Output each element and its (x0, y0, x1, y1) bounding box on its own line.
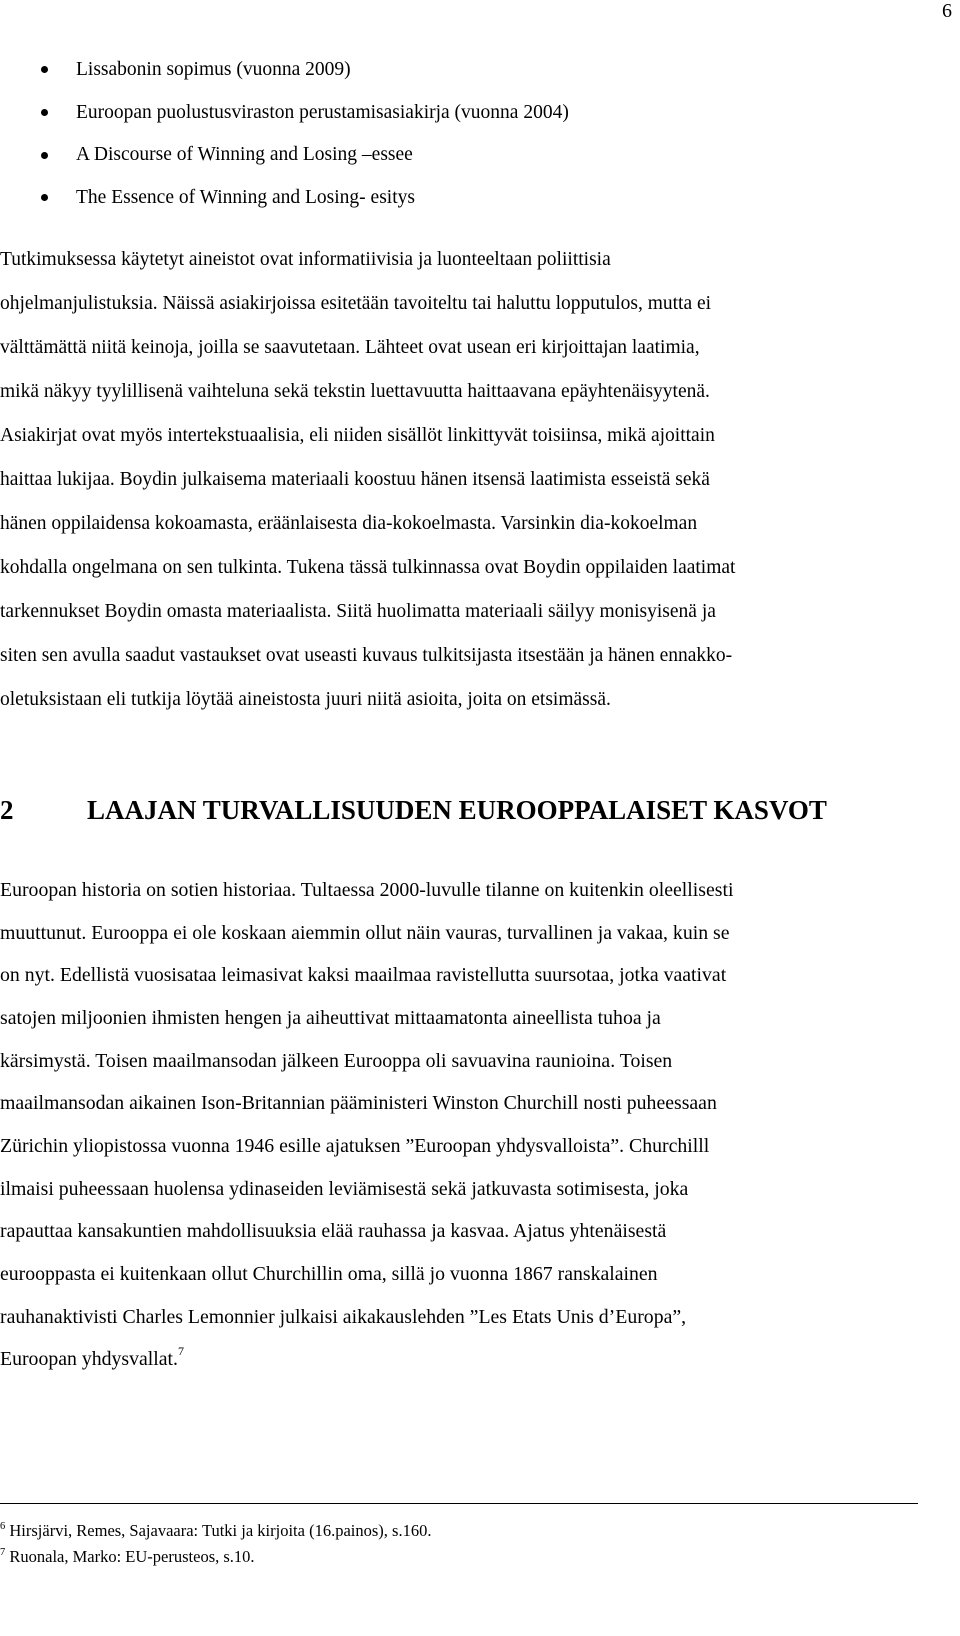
list-item-text: Euroopan puolustusviraston perustamisasiakirja (vuonna 2004) (76, 101, 569, 123)
paragraph-line: mikä näkyy tyylillisenä vaihteluna sekä tekstin luettavuutta haittaavana epäyhtenäisyytenä. (0, 381, 710, 403)
paragraph-line: rauhanaktivisti Charles Lemonnier julkaisi aikakauslehden ”Les Etats Unis d’Europa”, (0, 1305, 687, 1328)
paragraph-line: tarkennukset Boydin omasta materiaalista. Siitä huolimatta materiaali säilyy monisyisenä ja (0, 601, 716, 623)
paragraph-line: Euroopan historia on sotien historiaa. Tultaessa 2000-luvulle tilanne on kuitenkin oleellisesti (0, 879, 734, 901)
paragraph-line: kärsimystä. Toisen maailmansodan jälkeen Eurooppa oli savuavina raunioina. Toisen (0, 1049, 673, 1072)
footnotes (0, 1518, 431, 1570)
paragraph-line: haittaa lukijaa. Boydin julkaisema materiaali koostuu hänen itsensä laatimista esseistä sekä (0, 469, 710, 491)
list-item-text: Lissabonin sopimus (vuonna 2009) (76, 59, 351, 80)
footnote-text: Ruonala, Marko: EU-perusteos, s.10. (5, 1547, 255, 1566)
source-list (0, 49, 569, 220)
footnote-text: Hirsjärvi, Remes, Sajavaara: Tutki ja kirjoita (16.painos), s.160. (5, 1521, 432, 1540)
footnote-mark: 7 (0, 1547, 6, 1558)
paragraph-line: ohjelmanjulistuksia. Näissä asiakirjoissa esitetään tavoiteltu tai haluttu lopputulos, mutta ei (0, 293, 712, 315)
bullet-icon (41, 194, 48, 201)
paragraph-line: Tutkimuksessa käytetyt aineistot ovat informatiivisia ja luonteeltaan poliittisia (0, 249, 611, 270)
paragraph-line: siten sen avulla saadut vastaukset ovat useasti kuvaus tulkitsijasta itsestään ja hänen ennakko- (0, 645, 733, 667)
list-item (0, 49, 569, 92)
paragraph-line: Zürichin yliopistossa vuonna 1946 esille ajatuksen ”Euroopan yhdysvalloista”. Churchilll (0, 1134, 710, 1157)
bullet-icon (41, 66, 48, 73)
paragraph-sources (0, 238, 735, 723)
paragraph-line: oletuksistaan eli tutkija löytää aineistosta juuri niitä asioita, joita on etsimässä. (0, 689, 611, 711)
list-item (0, 177, 569, 220)
paragraph-line: Asiakirjat ovat myös intertekstuaalisia, eli niiden sisällöt linkittyvät toisiinsa, mikä ajoittain (0, 425, 715, 447)
list-item (0, 92, 569, 135)
paragraph-line: hänen oppilaidensa kokoamasta, eräänlaisesta dia-kokoelmasta. Varsinkin dia-kokoelman (0, 513, 698, 535)
footnote-reference: 7 (178, 1344, 184, 1359)
footnote (0, 1518, 431, 1544)
section-title: LAAJAN TURVALLISUUDEN EUROOPPALAISET KASVOT (87, 795, 827, 825)
footnote-divider (0, 1503, 918, 1504)
paragraph-history (0, 869, 733, 1383)
list-item-text: The Essence of Winning and Losing- esitys (76, 187, 415, 209)
section-number: 2 (0, 795, 14, 825)
paragraph-line: muuttunut. Eurooppa ei ole koskaan aiemmin ollut näin vauras, turvallinen ja vakaa, kuin se (0, 921, 730, 944)
bullet-icon (41, 109, 48, 116)
paragraph-line: eurooppasta ei kuitenkaan ollut Churchillin oma, sillä jo vuonna 1867 ranskalainen (0, 1262, 658, 1285)
paragraph-line: rapauttaa kansakuntien mahdollisuuksia elää rauhassa ja kasvaa. Ajatus yhtenäisestä (0, 1220, 667, 1243)
paragraph-line: ilmaisi puheessaan huolensa ydinaseiden leviämisestä sekä jatkuvasta sotimisesta, joka (0, 1177, 689, 1200)
bullet-icon (41, 152, 48, 159)
footnote (0, 1544, 431, 1570)
page-number: 6 (942, 0, 952, 22)
paragraph-line: satojen miljoonien ihmisten hengen ja aiheuttivat mittaamatonta aineellista tuhoa ja (0, 1006, 661, 1029)
paragraph-line: kohdalla ongelmana on sen tulkinta. Tukena tässä tulkinnassa ovat Boydin oppilaiden laatimat (0, 557, 736, 579)
paragraph-line-text: Euroopan yhdysvallat. (0, 1348, 178, 1371)
list-item-text: A Discourse of Winning and Losing –essee (76, 144, 413, 166)
paragraph-line: on nyt. Edellistä vuosisataa leimasivat kaksi maailmaa ravistellutta suursotaa, jotka vaativat (0, 964, 727, 987)
paragraph-line (0, 1338, 733, 1383)
list-item (0, 134, 569, 177)
paragraph-line: välttämättä niitä keinoja, joilla se saavutetaan. Lähteet ovat usean eri kirjoittajan laatimia, (0, 337, 700, 359)
section-heading (0, 790, 827, 830)
paragraph-line: maailmansodan aikainen Ison-Britannian pääministeri Winston Churchill nosti puheessaan (0, 1092, 717, 1115)
footnote-mark: 6 (0, 1521, 6, 1532)
